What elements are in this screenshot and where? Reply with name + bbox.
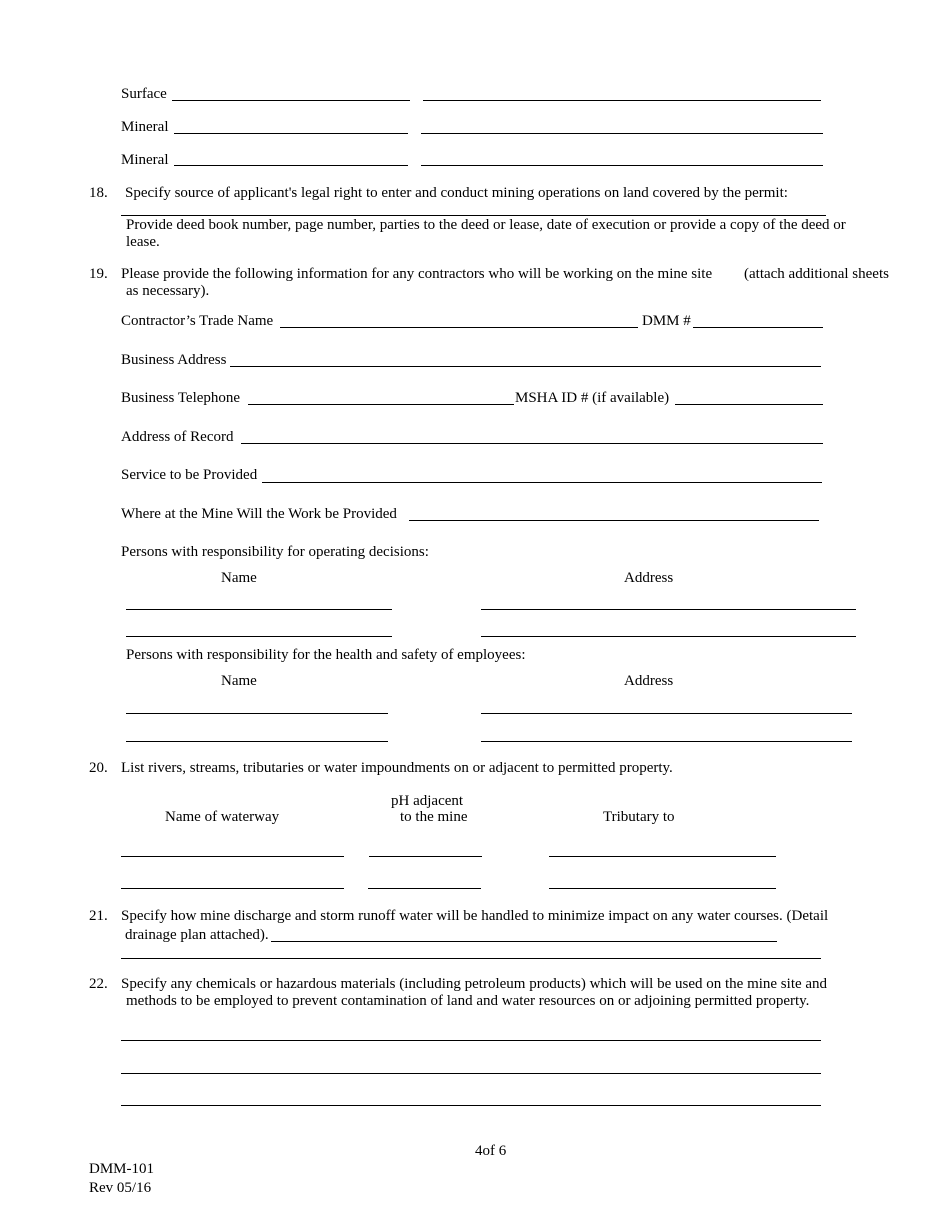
tributary-field-1[interactable] xyxy=(549,856,776,857)
q18-note-line1: Provide deed book number, page number, parties to the deed or lease, date of execution or provide a copy of the deed or xyxy=(126,217,846,233)
surface-name-field[interactable] xyxy=(172,100,410,101)
operating-name-field-1[interactable] xyxy=(126,609,392,610)
business-telephone-field[interactable] xyxy=(248,404,514,405)
address-of-record-label: Address of Record xyxy=(121,429,234,445)
address-of-record-field[interactable] xyxy=(241,443,823,444)
ph-field-1[interactable] xyxy=(369,856,482,857)
service-field[interactable] xyxy=(262,482,822,483)
safety-name-field-2[interactable] xyxy=(126,741,388,742)
msha-label: MSHA ID # (if available) xyxy=(515,390,670,406)
operating-address-field-2[interactable] xyxy=(481,636,856,637)
q22-text-line2: methods to be employed to prevent contamination of land and water resources on or adjoining permitted property. xyxy=(126,993,810,1009)
q22-answer-field-1[interactable] xyxy=(121,1040,821,1041)
mineral-1-address-field[interactable] xyxy=(421,133,823,134)
waterway-field-1[interactable] xyxy=(121,856,344,857)
where-field[interactable] xyxy=(409,520,819,521)
safety-heading: Persons with responsibility for the health and safety of employees: xyxy=(126,647,526,663)
tributary-field-2[interactable] xyxy=(549,888,776,889)
q20-number: 20. xyxy=(89,760,108,776)
operating-name-field-2[interactable] xyxy=(126,636,392,637)
ph-header-line2: to the mine xyxy=(400,809,468,825)
q18-note-line2: lease. xyxy=(126,234,160,250)
q18-number: 18. xyxy=(89,185,108,201)
mineral-label-1: Mineral xyxy=(121,119,169,135)
safety-name-header: Name xyxy=(221,673,257,689)
q18-text: Specify source of applicant's legal right to enter and conduct mining operations on land covered by the permit: xyxy=(125,185,788,201)
operating-address-field-1[interactable] xyxy=(481,609,856,610)
business-telephone-label: Business Telephone xyxy=(121,390,241,406)
ph-header-line1: pH adjacent xyxy=(391,793,464,809)
revision-date: Rev 05/16 xyxy=(89,1180,152,1196)
q19-number: 19. xyxy=(89,266,108,282)
waterway-field-2[interactable] xyxy=(121,888,344,889)
q22-answer-field-2[interactable] xyxy=(121,1073,821,1074)
q21-answer-field-2[interactable] xyxy=(121,958,821,959)
q22-text-line1: Specify any chemicals or hazardous materials (including petroleum products) which will be used on the mine site and xyxy=(121,976,828,992)
safety-name-field-1[interactable] xyxy=(126,713,388,714)
q19-text-line1b: (attach additional sheets xyxy=(744,266,889,282)
where-label: Where at the Mine Will the Work be Provided xyxy=(121,506,397,522)
dmm-field[interactable] xyxy=(693,327,823,328)
safety-address-header: Address xyxy=(624,673,674,689)
form-id: DMM-101 xyxy=(89,1161,155,1177)
contractor-name-label: Contractor’s Trade Name xyxy=(121,313,274,329)
safety-address-field-1[interactable] xyxy=(481,713,852,714)
page-number: 4of 6 xyxy=(475,1143,507,1159)
q21-number: 21. xyxy=(89,908,108,924)
operating-address-header: Address xyxy=(624,570,674,586)
q22-number: 22. xyxy=(89,976,108,992)
mineral-label-2: Mineral xyxy=(121,152,169,168)
q20-text: List rivers, streams, tributaries or water impoundments on or adjacent to permitted property. xyxy=(121,760,673,776)
operating-name-header: Name xyxy=(221,570,257,586)
tributary-header: Tributary to xyxy=(603,809,675,825)
business-address-label: Business Address xyxy=(121,352,227,368)
operating-heading: Persons with responsibility for operating decisions: xyxy=(121,544,429,560)
surface-address-field[interactable] xyxy=(423,100,821,101)
q21-text-line1: Specify how mine discharge and storm runoff water will be handled to minimize impact on any water courses. (Detail xyxy=(121,908,829,924)
business-address-field[interactable] xyxy=(230,366,821,367)
contractor-name-field[interactable] xyxy=(280,327,638,328)
waterway-header: Name of waterway xyxy=(165,809,280,825)
q21-answer-field-1[interactable] xyxy=(271,941,777,942)
q18-answer-field[interactable] xyxy=(121,215,826,216)
safety-address-field-2[interactable] xyxy=(481,741,852,742)
q19-text-line1: Please provide the following information for any contractors who will be working on the mine site xyxy=(121,266,713,282)
q19-text-line2: as necessary). xyxy=(126,283,210,299)
q22-answer-field-3[interactable] xyxy=(121,1105,821,1106)
mineral-2-address-field[interactable] xyxy=(421,165,823,166)
service-label: Service to be Provided xyxy=(121,467,258,483)
q21-text-line2: drainage plan attached). xyxy=(125,927,269,943)
msha-field[interactable] xyxy=(675,404,823,405)
mineral-2-name-field[interactable] xyxy=(174,165,408,166)
mineral-1-name-field[interactable] xyxy=(174,133,408,134)
surface-label: Surface xyxy=(121,86,167,102)
dmm-label: DMM # xyxy=(642,313,691,329)
ph-field-2[interactable] xyxy=(368,888,481,889)
